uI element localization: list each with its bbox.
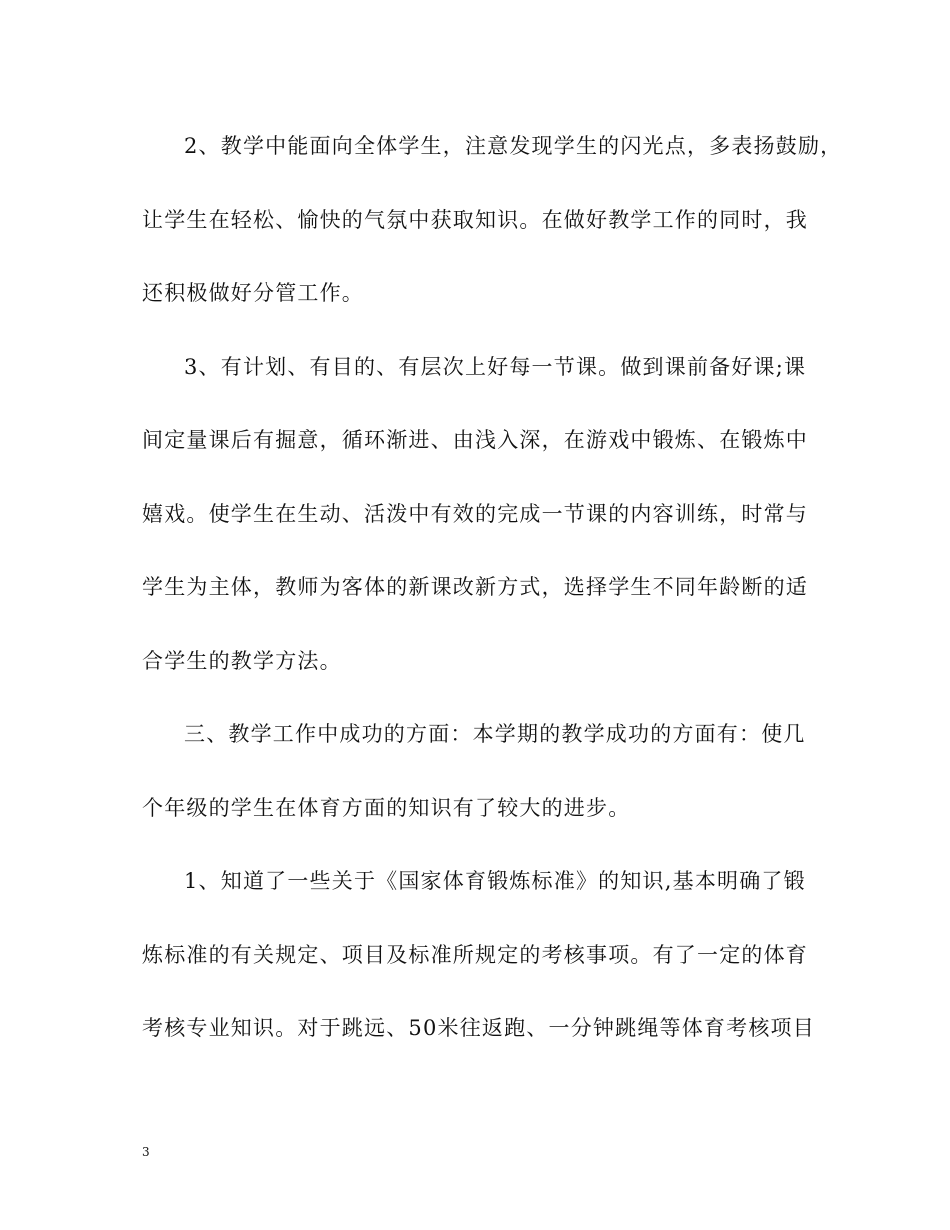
page-number: 3 (142, 1145, 150, 1159)
document-body (142, 122, 843, 1078)
text-line: 个年级的学生在体育方面的知识有了较大的进步。 (142, 795, 631, 820)
text-line: 间定量课后有掘意，循环渐进、由浅入深，在游戏中锻炼、在锻炼中 (142, 428, 808, 452)
text-line: 3、有计划、有目的、有层次上好每一节课。做到课前备好课;课 (184, 354, 807, 379)
text-line: 炼标准的有关规定、项目及标准所规定的考核事项。有了一定的体育 (142, 942, 808, 967)
text-line: 2、教学中能面向全体学生，注意发现学生的闪光点，多表扬鼓励， (184, 134, 843, 158)
text-line: 1、知道了一些关于《国家体育锻炼标准》的知识,基本明确了锻 (184, 869, 806, 893)
text-line: 还积极做好分管工作。 (142, 281, 364, 305)
text-line: 三、教学工作中成功的方面：本学期的教学成功的方面有：使几 (184, 722, 806, 746)
text-line: 合学生的教学方法。 (142, 648, 342, 673)
text-line: 考核专业知识。对于跳远、50米往返跑、一分钟跳绳等体育考核项目 (142, 1016, 815, 1040)
text-line: 嬉戏。使学生在生动、活泼中有效的完成一节课的内容训练，时常与 (142, 501, 808, 526)
text-line: 让学生在轻松、愉快的气氛中获取知识。在做好教学工作的同时，我 (142, 207, 808, 232)
text-line: 学生为主体，教师为客体的新课改新方式，选择学生不同年龄断的适 (142, 575, 808, 599)
